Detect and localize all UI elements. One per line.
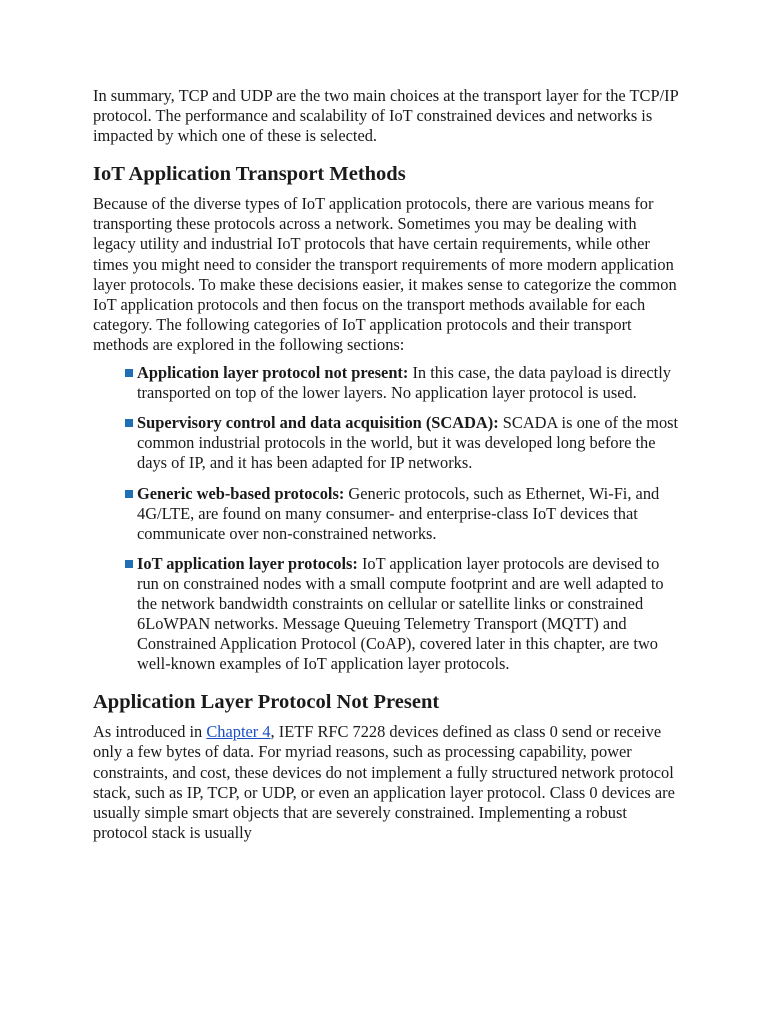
list-item-text: Generic protocols, such as Ethernet, Wi-Fi, and 4G/LTE, are found on many consumer- and enterprise-class IoT devices that communicate over non-constrained networks. [137, 483, 660, 543]
list-item-term: Supervisory control and data acquisition (SCADA): [137, 413, 499, 433]
paragraph-prefix: As introduced in [93, 722, 207, 742]
square-bullet-icon [125, 369, 133, 377]
protocol-categories-list [93, 363, 683, 674]
section-heading-no-app-layer: Application Layer Protocol Not Present [93, 691, 440, 714]
no-app-layer-paragraph [93, 722, 683, 843]
list-item [125, 554, 683, 675]
list-item-text: SCADA is one of the most common industrial protocols in the world, but it was developed long before the days of IP, and it has been adapted for IP networks. [137, 413, 679, 473]
document-page [93, 86, 683, 843]
square-bullet-icon [125, 419, 133, 427]
list-item [125, 413, 683, 473]
paragraph-suffix: , IETF RFC 7228 devices defined as class 0 send or receive only a few bytes of data. For myriad reasons, such as processing capability, power constraints, and cost, these devices do not implement a fully structured network protocol stack, such as IP, TCP, or UDP, or even an application layer protocol. Class 0 devices are usually simple smart objects that are severely constrained. Implementing a robust protocol stack is usually [93, 722, 675, 842]
transport-methods-paragraph: Because of the diverse types of IoT application protocols, there are various means for transporting these protocols across a network. Sometimes you may be dealing with legacy utility and industrial IoT protocols that have certain requirements, while other times you might need to consider the transport requirements of more modern application layer protocols. To make these decisions easier, it makes sense to categorize the common IoT application protocols and then focus on the transport methods available for each category. The following categories of IoT application protocols and their transport methods are explored in the following sections: [93, 194, 677, 354]
chapter-4-link[interactable]: Chapter 4 [206, 722, 271, 742]
square-bullet-icon [125, 560, 133, 568]
section-heading-transport-methods: IoT Application Transport Methods [93, 163, 406, 186]
list-item [125, 484, 683, 544]
list-item-text: In this case, the data payload is directly transported on top of the lower layers. No application layer protocol is used. [137, 363, 671, 403]
list-item-term: IoT application layer protocols: [137, 553, 358, 573]
list-item [125, 363, 683, 403]
square-bullet-icon [125, 490, 133, 498]
list-item-term: Application layer protocol not present: [137, 363, 409, 383]
list-item-text: IoT application layer protocols are devised to run on constrained nodes with a small compute footprint and are well adapted to the network bandwidth constraints on cellular or satellite links or constrained 6LoWPAN networks. Message Queuing Telemetry Transport (MQTT) and Constrained Application Protocol (CoAP), covered later in this chapter, are two well-known examples of IoT application layer protocols. [137, 553, 664, 674]
intro-paragraph: In summary, TCP and UDP are the two main choices at the transport layer for the TCP/IP protocol. The performance and scalability of IoT constrained devices and networks is impacted by which one of these is selected. [93, 86, 679, 146]
list-item-term: Generic web-based protocols: [137, 483, 345, 503]
